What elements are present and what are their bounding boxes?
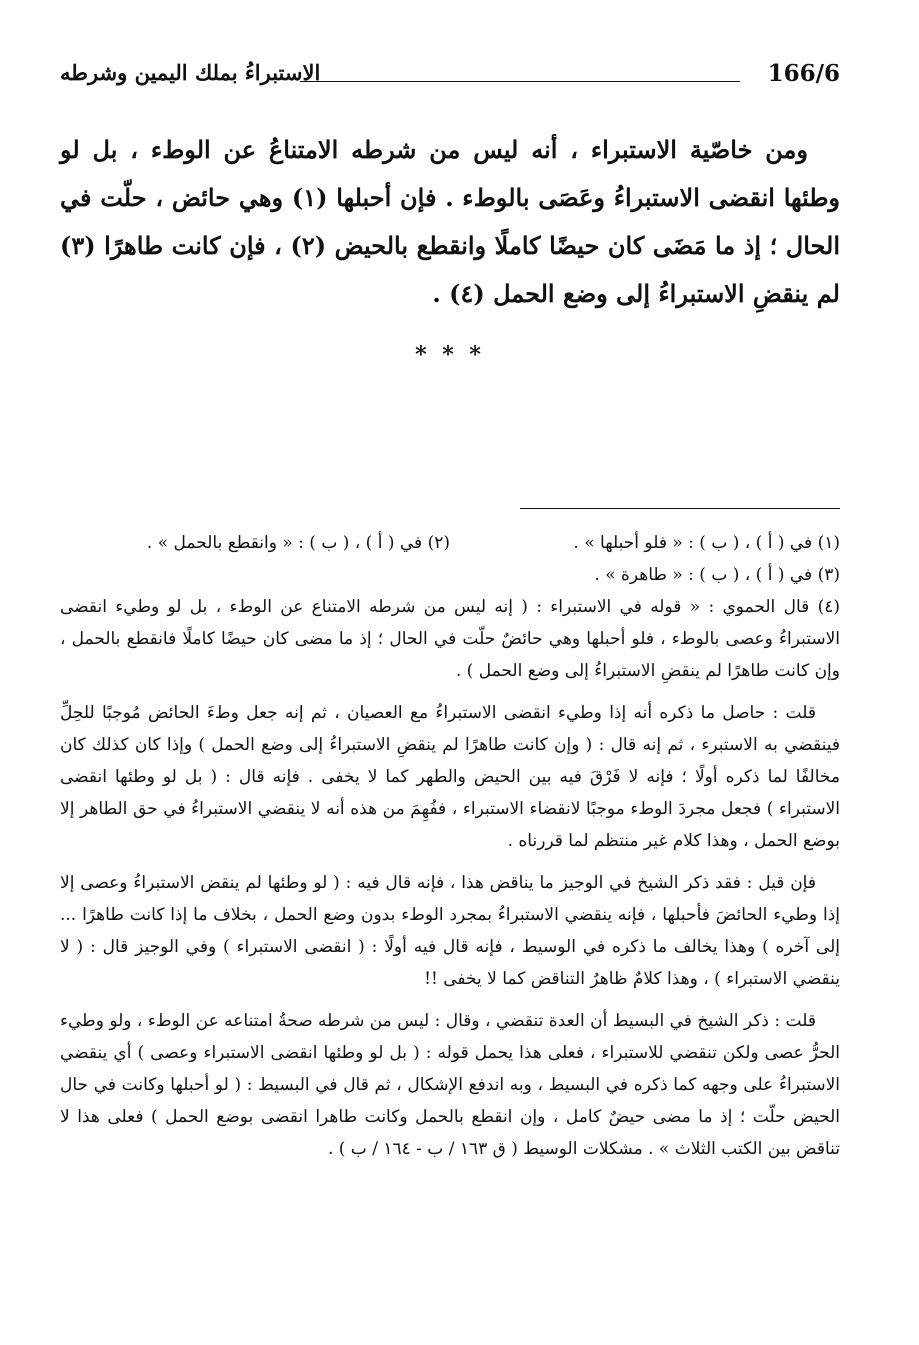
footnote-4-paragraph-3: قلت : ذكر الشيخ في البسيط أن العدة تنقضي ، وقال : ليس من شرطه صحةُ امتناعه عن الوطء ، ولو وطيء الحرُّ عصى ولكن تنقضي للاستبراء ، فعلى هذا يحمل قوله : ( بل لو وطئها انقضى الاستبراء وعصى ) أي ينقضي الاستبراءُ على وجهه كما ذكره في البسيط ، وبه اندفع الإشكال ، ثم قال في البسيط : ( لو أحبلها وكانت في حال الحيض حلّت ؛ إذ ما مضى حيضٌ كامل ، وإن انقطع بالحمل وكانت طاهرا انقضى بوضع الحمل ) فعلى هذا لا تناقض بين الكتب الثلاث » . مشكلات الوسيط ( ق ١٦٣ / ب - ١٦٤ / ب ) . [60, 1011, 840, 1159]
footnote-rule [520, 508, 840, 509]
main-paragraph: ومن خاصّية الاستبراء ، أنه ليس من شرطه الامتناعُ عن الوطء ، بل لو وطئها انقضى الاستبراءُ وعَصَى بالوطء . فإن أحبلها (١) وهي حائض ، حلّت في الحال ؛ إذ ما مَضَى كان حيضًا كاملًا وانقطع بالحيض (٢) ، فإن كانت طاهرًا (٣) لم ينقضِ الاستبراءُ إلى وضع الحمل (٤) . [60, 135, 841, 308]
footnote-4: (٤) قال الحموي : « قوله في الاستبراء : ( إنه ليس من شرطه الامتناع عن الوطء ، بل لو وطيء انقضى الاستبراءُ وعصى بالوطء ، فلو أحبلها وهي حائضٌ حلّت في الحال ؛ إذ ما مضى كان حيضًا كاملًا فانقطع بالحمل ، وإن كانت طاهرًا لم ينقضِ الاستبراءُ إلى وضع الحمل ) . [60, 597, 840, 681]
footnote-row [60, 527, 840, 559]
running-header [60, 52, 840, 94]
footnote-row [60, 559, 840, 591]
footnote-4-paragraph-1: قلت : حاصل ما ذكره أنه إذا وطيء انقضى الاستبراءُ مع العصيان ، ثم إنه جعل وطءَ الحائض مُوجبًا للحِلِّ فينقضي به الاستبرء ، ثم إنه قال : ( وإن كانت طاهرًا لم ينقضِ الاستبراءُ إلى وضع الحمل ) وإذا كان كذلك كان مخالفًا لما ذكره أولًا ؛ فإنه لا فَرْقَ فيه بين الحيض والطهر كما لا يخفى . فإنه قال : ( بل لو وطئها انقضى الاستبراء ) فجعل مجردَ الوطء موجبًا لانقضاء الاستبراء ، ففُهِمَ من هذه أنه لا ينقضي الاستبراءُ في حق الطاهر إلا بوضع الحمل ، وهذا كلام غير منتظم لما قررناه . [60, 703, 840, 851]
section-separator: * * * [415, 342, 485, 368]
document-page [60, 52, 840, 1165]
footnote-3: (٣) في ( أ ) ، ( ب ) : « طاهرة » . [594, 565, 840, 585]
footnotes [60, 527, 840, 1165]
running-title: الاستبراءُ بملك اليمين وشرطه [60, 60, 321, 85]
footnote-1: (١) في ( أ ) ، ( ب ) : « فلو أحبلها » . [573, 533, 840, 553]
header-rule [300, 81, 740, 82]
footnote-4-paragraph-2: فإن قيل : فقد ذكر الشيخ في الوجيز ما يناقض هذا ، فإنه قال فيه : ( لو وطئها لم ينقض الاستبراءُ وعصى إلا إذا وطيء الحائضَ فأحبلها ، فإنه ينقضي الاستبراءُ بمجرد الوطء بدون وضع الحمل ، بخلاف ما إذا كانت طاهرًا ... إلى آخره ) وهذا يخالف ما ذكره في الوسيط ، فإنه قال فيه أولًا : ( انقضى الاستبراء ) وفي الوجيز قال : ( لا ينقضي الاستبراء ) ، وهذا كلامٌ ظاهرُ التناقض كما لا يخفى !! [60, 873, 840, 989]
footnote-2: (٢) في ( أ ) ، ( ب ) : « وانقطع بالحمل » . [146, 533, 450, 553]
page-number: 166/6 [767, 60, 840, 87]
